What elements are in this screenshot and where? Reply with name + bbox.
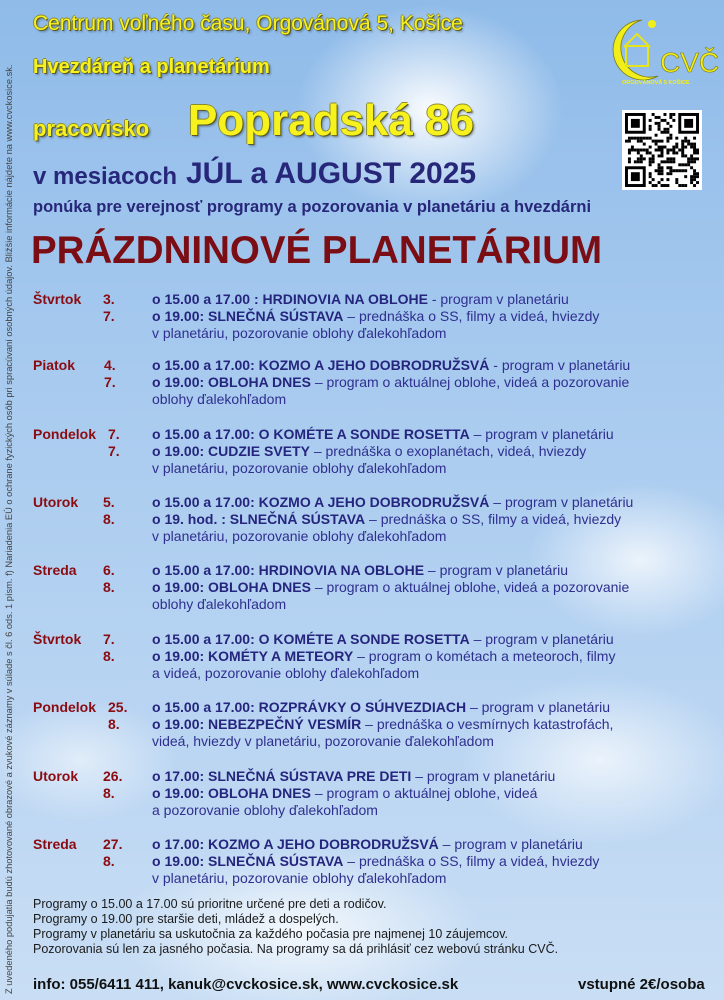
program-line [152, 511, 621, 528]
program-description: – prednáška o vesmírnych katastrofách, [361, 716, 614, 732]
program-title: o 17.00: SLNEČNÁ SÚSTAVA PRE DETI [152, 768, 412, 784]
program-line [152, 665, 419, 682]
program-description: – program o kométach a meteoroch, filmy [353, 648, 616, 664]
program-title: o 15.00 a 17.00: ROZPRÁVKY O SÚHVEZDIACH [152, 699, 467, 715]
program-description: v planetáriu, pozorovanie oblohy ďalekohľadom [152, 870, 447, 886]
program-description: v planetáriu, pozorovanie oblohy ďalekohľadom [152, 325, 447, 341]
program-description: – program v planetáriu [466, 699, 611, 715]
program-title: o 19.00: KOMÉTY A METEORY [152, 648, 354, 664]
program-line [152, 870, 446, 887]
organization-name: Centrum voľného času, Orgovánová 5, Košice [33, 12, 463, 35]
program-description: – program o aktuálnej oblohe, videá a pozorovanie [310, 374, 630, 390]
program-line [152, 443, 586, 460]
svg-text:ORGOVÁNOVÁ 5 KOŠICE: ORGOVÁNOVÁ 5 KOŠICE [622, 80, 690, 86]
program-title: o 19.00: OBLOHA DNES [152, 785, 311, 801]
program-description: – prednáška o exoplanétach, videá, hviezdy [309, 443, 587, 459]
unit-name: Hvezdáreň a planetárium [33, 56, 270, 78]
program-title: o 15.00 a 17.00: HRDINOVIA NA OBLOHE [152, 562, 425, 578]
program-line [152, 308, 599, 325]
event-date: 26. 8. [103, 768, 123, 801]
program-description: - program v planetáriu [427, 291, 569, 307]
site-prefix: pracovisko [33, 116, 150, 141]
program-title: o 15.00 a 17.00: O KOMÉTE A SONDE ROSETTA [152, 631, 470, 647]
program-description: oblohy ďalekohľadom [152, 596, 287, 612]
program-description: – program v planetáriu [469, 631, 614, 647]
program-title: o 19.00: OBLOHA DNES [152, 374, 311, 390]
program-description: v planetáriu, pozorovanie oblohy ďalekohľadom [152, 528, 447, 544]
program-title: o 19.00: SLNEČNÁ SÚSTAVA [152, 853, 344, 869]
program-line [152, 291, 569, 308]
program-description: – program o aktuálnej oblohe, videá [310, 785, 538, 801]
event-date: 7. 7. [108, 426, 120, 459]
program-line [152, 494, 633, 511]
program-description: oblohy ďalekohľadom [152, 391, 287, 407]
event-day: Piatok [33, 357, 76, 373]
event-date: 7. 8. [103, 631, 115, 664]
program-description: – program v planetáriu [489, 494, 634, 510]
main-title: PRÁZDNINOVÉ PLANETÁRIUM [31, 229, 603, 272]
admission-price: vstupné 2€/osoba [578, 976, 705, 993]
subtitle: ponúka pre verejnosť programy a pozorovania v planetáriu a hvezdárni [33, 198, 592, 216]
program-line [152, 562, 568, 579]
program-line [152, 699, 610, 716]
note: Pozorovania sú len za jasného počasia. Na programy sa dá prihlásiť cez webovú stránku CVČ. [33, 942, 559, 956]
program-line [152, 785, 537, 802]
program-title: o 15.00 a 17.00: O KOMÉTE A SONDE ROSETTA [152, 426, 470, 442]
event-date: 27. 8. [103, 836, 123, 869]
program-line [152, 733, 494, 750]
program-description: videá, hviezdy v planetáriu, pozorovanie ďalekohľadom [152, 733, 494, 749]
event-day: Pondelok [33, 699, 97, 715]
program-line [152, 716, 613, 733]
program-line [152, 853, 599, 870]
note: Programy o 15.00 a 17.00 sú prioritne určené pre deti a rodičov. [33, 897, 387, 911]
program-line [152, 374, 629, 391]
event-day: Streda [33, 562, 77, 578]
contact-info: info: 055/6411 411, kanuk@cvckosice.sk, www.cvckosice.sk [33, 976, 459, 993]
program-line [152, 391, 286, 408]
program-line [152, 836, 583, 853]
event-day: Štvrtok [33, 291, 82, 307]
event-date: 6. 8. [103, 562, 115, 595]
program-description: – prednáška o SS, filmy a videá, hviezdy [365, 511, 622, 527]
months-prefix: v mesiacoch [33, 163, 178, 190]
program-title: o 19.00: NEBEZPEČNÝ VESMÍR [152, 716, 362, 732]
program-line [152, 802, 378, 819]
program-line [152, 325, 446, 342]
program-description: – program v planetáriu [438, 836, 583, 852]
program-line [152, 768, 555, 785]
program-line [152, 460, 446, 477]
program-description: – prednáška o SS, filmy a videá, hviezdy [343, 308, 600, 324]
event-date: 3. 7. [103, 291, 115, 324]
program-title: o 15.00 a 17.00: KOZMO A JEHO DOBRODRUŽSVÁ [152, 357, 490, 373]
program-title: o 19.00: OBLOHA DNES [152, 579, 311, 595]
event-day: Utorok [33, 494, 79, 510]
qr-code[interactable] [622, 110, 702, 190]
event-day: Pondelok [33, 426, 97, 442]
program-description: – program o aktuálnej oblohe, videá a pozorovanie [310, 579, 630, 595]
program-description: – prednáška o SS, filmy a videá, hviezdy [343, 853, 600, 869]
months: JÚL a AUGUST 2025 [186, 157, 477, 190]
program-title: o 19. hod. : SLNEČNÁ SÚSTAVA [152, 511, 366, 527]
program-title: o 15.00 a 17.00: KOZMO A JEHO DOBRODRUŽSVÁ [152, 494, 490, 510]
program-line [152, 596, 286, 613]
event-day: Štvrtok [33, 631, 82, 647]
program-title: o 15.00 a 17.00 : HRDINOVIA NA OBLOHE [152, 291, 428, 307]
program-title: o 17.00: KOZMO A JEHO DOBRODRUŽSVÁ [152, 836, 439, 852]
program-description: – program v planetáriu [411, 768, 556, 784]
program-line [152, 579, 629, 596]
program-title: o 19.00: CUDZIE SVETY [152, 443, 310, 459]
program-line [152, 648, 615, 665]
event-date: 25. 8. [108, 699, 128, 732]
event-date: 4. 7. [104, 357, 116, 390]
notes [33, 897, 558, 957]
event-date: 5. 8. [103, 494, 115, 527]
svg-text:CVČ: CVČ [660, 47, 720, 78]
program-description: a pozorovanie oblohy ďalekohľadom [152, 802, 378, 818]
program-description: – program v planetáriu [469, 426, 614, 442]
note: Programy o 19.00 pre staršie deti, mládež a dospelých. [33, 912, 339, 926]
program-title: o 19.00: SLNEČNÁ SÚSTAVA [152, 308, 344, 324]
privacy-notice: Z uvedeného podujatia budú zhotovované obrazové a zvukové záznamy v súlade s čl. 6 ods. 1 písm. f) Nariadenia EÚ o ochrane fyzických osôb pri spracúvaní osobných údajov. Bližšie informácie nájdete na www.cvckosice.sk. [4, 64, 14, 994]
program-line [152, 631, 614, 648]
program-description: a videá, pozorovanie oblohy ďalekohľadom [152, 665, 420, 681]
program-line [152, 357, 630, 374]
program-description: – program v planetáriu [424, 562, 569, 578]
program-description: - program v planetáriu [489, 357, 631, 373]
event-day: Utorok [33, 768, 79, 784]
event-day: Streda [33, 836, 77, 852]
note: Programy v planetáriu sa uskutočnia za každého počasia pre najmenej 10 záujemcov. [33, 927, 509, 941]
program-line [152, 528, 446, 545]
program-line [152, 426, 614, 443]
site-address: Popradská 86 [188, 96, 475, 145]
program-description: v planetáriu, pozorovanie oblohy ďalekohľadom [152, 460, 447, 476]
cvc-logo [608, 14, 720, 86]
